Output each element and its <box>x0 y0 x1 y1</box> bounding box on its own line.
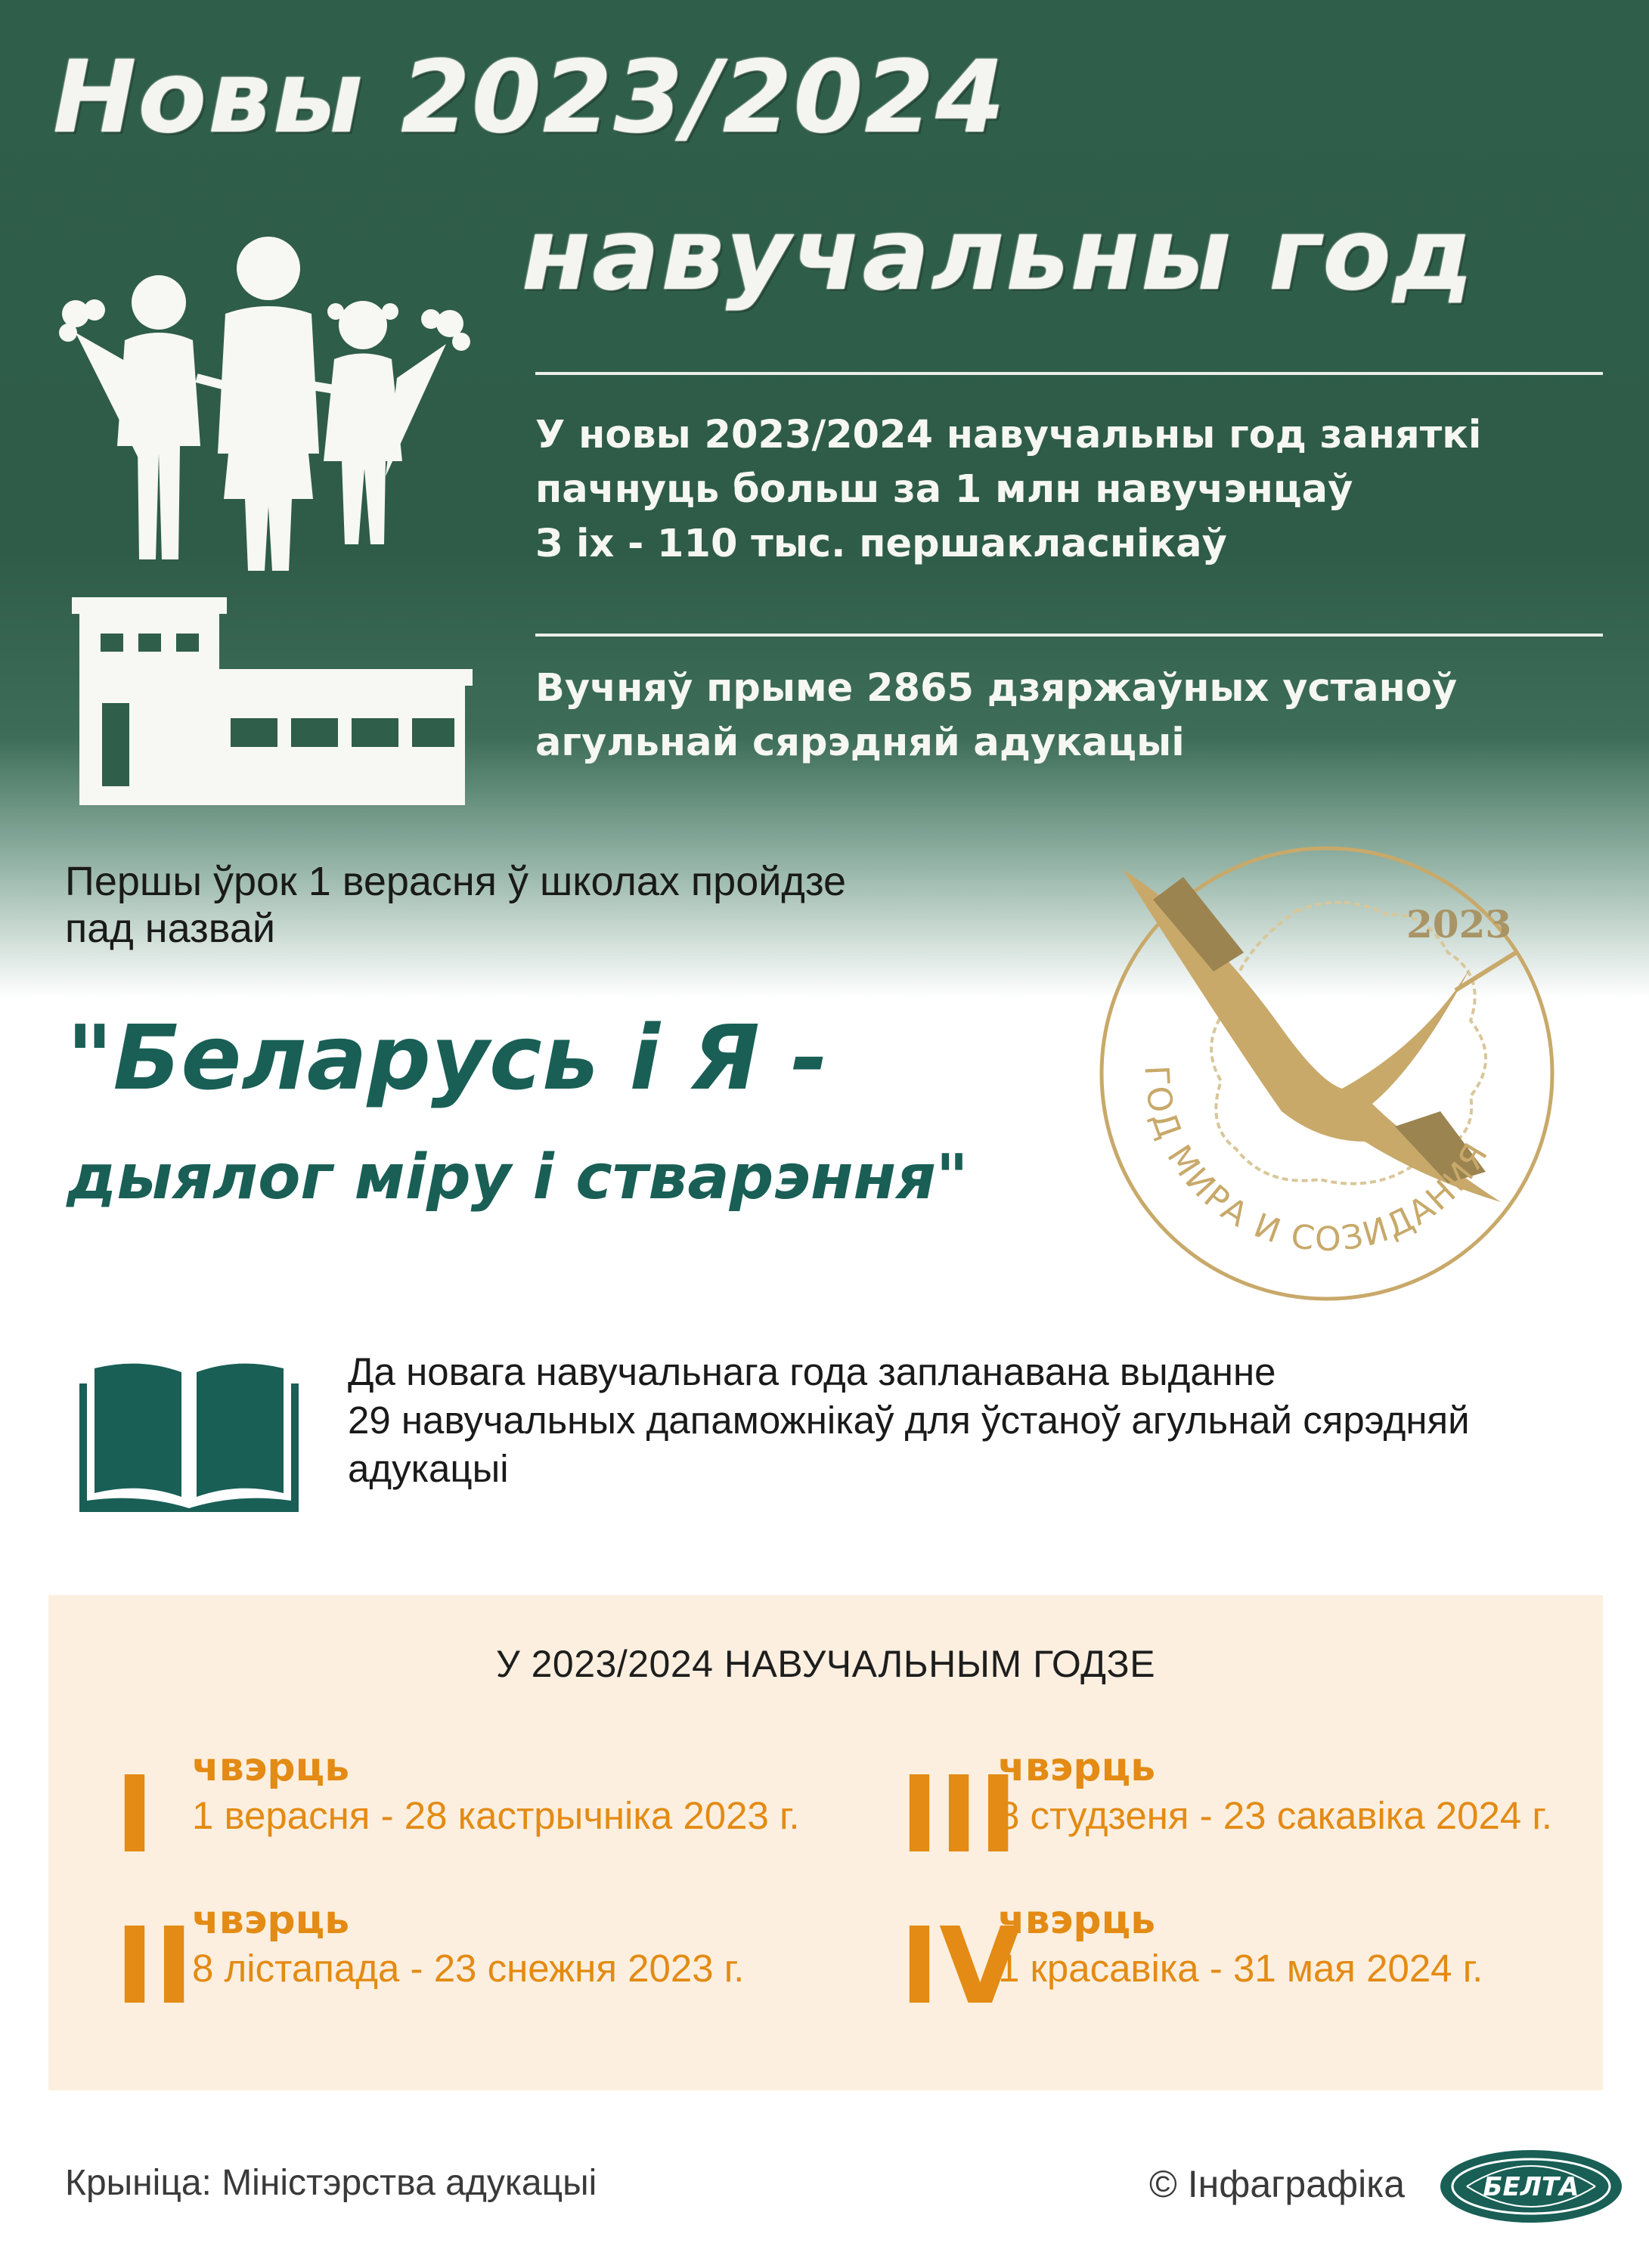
textbooks-fact-line-2: 29 навучальных дапаможнікаў для ўстаноў агульнай сярэдняй <box>348 1399 1470 1442</box>
quarter-4-label: чвэрць <box>998 1898 1156 1943</box>
first-lesson-intro-line-1: Першы ўрок 1 верасня ў школах пройдзе <box>65 859 847 904</box>
first-lesson-intro-line-2: пад назвай <box>65 906 276 951</box>
source-note: Крыніца: Міністэрства адукацыі <box>65 2163 597 2203</box>
quarter-2-dates: 8 лістапада - 23 снежня 2023 г. <box>192 1947 745 1990</box>
students-fact-line-2: пачнуць больш за 1 млн навучэнцаў <box>535 467 1353 512</box>
page-title-line-1: Новы 2023/2024 <box>53 39 1006 156</box>
family-icon <box>53 227 476 575</box>
belta-logo <box>1437 2146 1626 2227</box>
schools-fact <box>535 662 1594 770</box>
first-lesson-intro <box>65 858 846 952</box>
school-building-icon <box>72 597 473 805</box>
lesson-motto-line-2: дыялог міру і стварэння" <box>67 1142 969 1213</box>
open-book-icon <box>79 1353 299 1512</box>
quarter-3-dates: 8 студзеня - 23 сакавіка 2024 г. <box>998 1794 1552 1837</box>
divider-1 <box>535 372 1603 375</box>
quarters-heading: У 2023/2024 НАВУЧАЛЬНЫМ ГОДЗЕ <box>495 1643 1156 1685</box>
quarter-4-dates: 1 красавіка - 31 мая 2024 г. <box>998 1947 1483 1990</box>
schools-fact-line-1: Вучняў прыме 2865 дзяржаўных устаноў <box>535 666 1458 711</box>
divider-2 <box>535 634 1603 637</box>
page-title-line-2: навучальны год <box>522 197 1475 313</box>
quarter-3-numeral: III <box>900 1754 1018 1877</box>
textbooks-fact-line-3: адукацыі <box>348 1447 509 1490</box>
lesson-motto-line-1: "Беларусь і Я - <box>67 1005 828 1110</box>
students-fact <box>535 408 1594 572</box>
belta-logo-text: БЕЛТА <box>1483 2172 1579 2202</box>
students-fact-line-3: З іх - 110 тыс. першакласнікаў <box>535 522 1227 566</box>
textbooks-fact-line-1: Да новага навучальнага года запланавана выданне <box>348 1350 1276 1393</box>
emblem-year: 2023 <box>1406 902 1512 947</box>
schools-fact-line-2: агульнай сярэдняй адукацыі <box>535 720 1185 765</box>
textbooks-fact <box>348 1348 1470 1493</box>
quarter-3-label: чвэрць <box>998 1745 1156 1790</box>
quarters-panel <box>48 1595 1603 2090</box>
emblem-ring-text: ГОД МИРА И СОЗИДАНИЯ <box>1136 1064 1497 1259</box>
quarter-1-label: чвэрць <box>192 1745 350 1790</box>
year-of-peace-emblem <box>1093 839 1561 1308</box>
quarter-2-numeral: II <box>115 1905 194 2028</box>
infographic-credit: © Інфаграфіка <box>1149 2163 1406 2205</box>
quarter-1-numeral: I <box>115 1754 155 1877</box>
quarter-2-label: чвэрць <box>192 1898 350 1943</box>
quarter-1-dates: 1 верасня - 28 кастрычніка 2023 г. <box>192 1794 800 1837</box>
students-fact-line-1: У новы 2023/2024 навучальны год заняткі <box>535 413 1482 457</box>
quarter-4-numeral: IV <box>900 1905 1021 2028</box>
